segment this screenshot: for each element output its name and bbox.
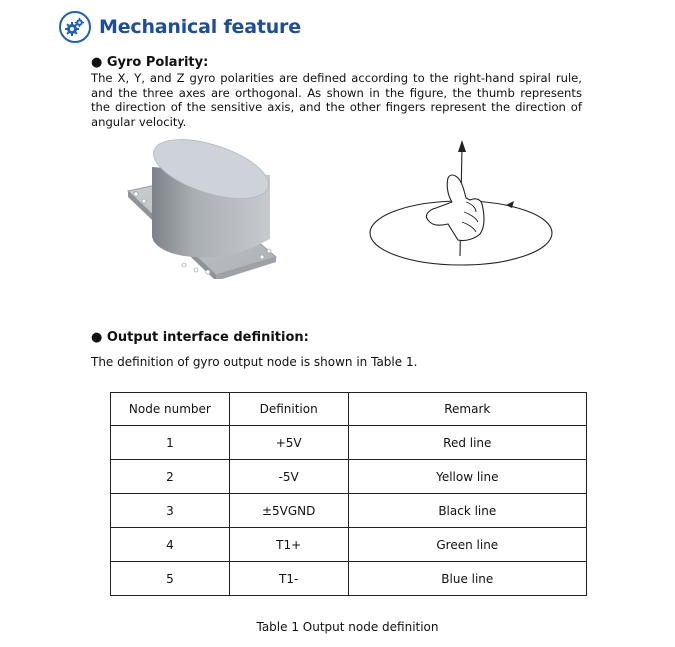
table-row: [111, 426, 587, 460]
definition-cell: ±5VGND: [229, 494, 348, 528]
remark-cell: Red line: [348, 426, 586, 460]
table-row: [111, 494, 587, 528]
table-header-row: [111, 393, 587, 426]
node-number-cell: 5: [111, 562, 230, 596]
remark-cell: Green line: [348, 528, 586, 562]
header-node-number: Node number: [111, 393, 230, 426]
gyro-polarity-text: The X, Y, and Z gyro polarities are defined according to the right-hand spiral rule, and the three axes are orthogonal. As shown in the figure, the thumb represents the direction of the sensitive axis, and the other fingers represent the direction of angular velocity.: [91, 71, 582, 130]
node-number-cell: 3: [111, 494, 230, 528]
header-remark: Remark: [348, 393, 586, 426]
remark-cell: Black line: [348, 494, 586, 528]
page-title: Mechanical feature: [99, 16, 301, 38]
section-header: [59, 10, 301, 44]
definition-cell: +5V: [229, 426, 348, 460]
header-definition: Definition: [229, 393, 348, 426]
definition-cell: T1-: [229, 562, 348, 596]
gears-icon: [59, 11, 91, 43]
output-node-table: [110, 392, 587, 596]
remark-cell: Yellow line: [348, 460, 586, 494]
table-row: [111, 528, 587, 562]
right-hand-rule-illustration: [366, 138, 556, 268]
node-number-cell: 2: [111, 460, 230, 494]
axis-arrow-icon: [458, 140, 466, 152]
node-number-cell: 1: [111, 426, 230, 460]
node-number-cell: 4: [111, 528, 230, 562]
output-interface-intro: The definition of gyro output node is shown in Table 1.: [91, 355, 418, 369]
definition-cell: -5V: [229, 460, 348, 494]
table-caption: Table 1 Output node definition: [256, 620, 439, 634]
table-row: [111, 562, 587, 596]
table-row: [111, 460, 587, 494]
definition-cell: T1+: [229, 528, 348, 562]
remark-cell: Blue line: [348, 562, 586, 596]
gyro-device-illustration: [124, 139, 284, 279]
output-interface-heading: ● Output interface definition:: [91, 330, 309, 345]
gyro-polarity-heading: ● Gyro Polarity:: [91, 55, 209, 70]
